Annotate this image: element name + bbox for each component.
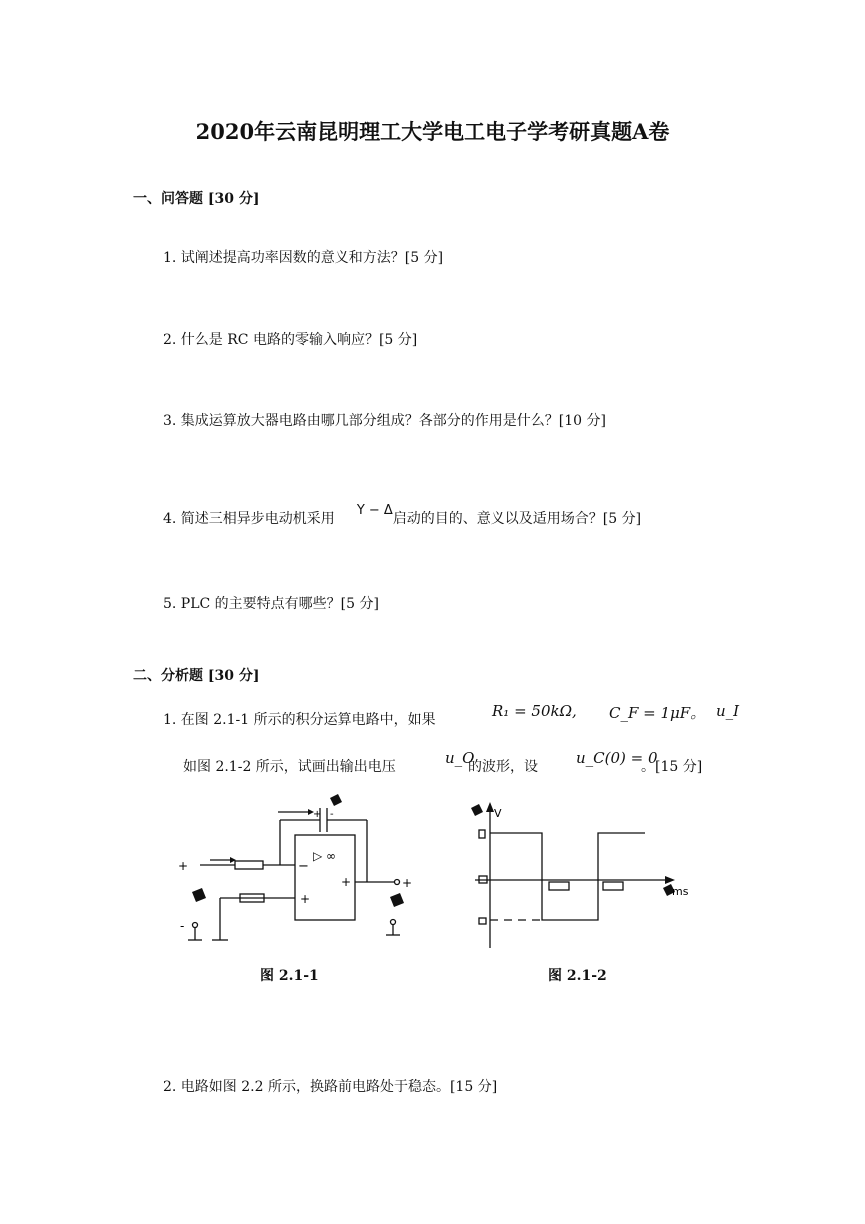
question-1-3: 3. 集成运算放大器电路由哪几部分组成？各部分的作用是什么？[10 分] (163, 413, 606, 429)
question-1-5: 5. PLC 的主要特点有哪些？[5 分] (163, 596, 379, 612)
input-minus-label: - (180, 919, 185, 933)
opamp-minus-label: − (298, 859, 309, 874)
uo-symbol: u_O (445, 749, 475, 767)
input-plus-label: + (178, 859, 189, 873)
section2-heading: 二、分析题 [30 分] (133, 668, 260, 684)
question-1-4 (163, 503, 642, 528)
figure-2-1-2-caption: 图 2.1-2 (548, 968, 607, 984)
section1-heading: 一、问答题 [30 分] (133, 191, 260, 207)
resistor-r1 (235, 861, 263, 869)
figure-2-1-1-caption: 图 2.1-1 (260, 968, 319, 984)
ui-symbol: u_I (716, 702, 740, 720)
cf-formula: C_F = 1μF。 (609, 704, 706, 722)
question-1-1: 1. 试阐述提高功率因数的意义和方法？[5 分] (163, 250, 444, 266)
ui-label-glyph (192, 888, 206, 902)
cf-label-glyph (330, 794, 342, 806)
opamp-output-label: + (341, 875, 352, 889)
question-1-4-prefix: 4. 简述三相异步电动机采用 (163, 511, 335, 527)
uc-formula: u_C(0) = 0 (576, 749, 658, 767)
question-1-4-suffix: 启动的目的、意义以及适用场合？[5 分] (392, 511, 642, 527)
square-wave (490, 833, 645, 920)
question-2-1-line2b: 的波形，设 (468, 759, 538, 775)
question-2-1-line1: 1. 在图 2.1-1 所示的积分运算电路中，如果 (163, 712, 436, 728)
r1-formula: R₁ = 50kΩ, (492, 702, 577, 720)
y-delta-symbol: Y − Δ (356, 503, 393, 518)
opamp-plus-label: + (300, 892, 311, 906)
question-2-1-line2a: 如图 2.1-2 所示，试画出输出电压 (183, 759, 396, 775)
integrator-circuit-figure (170, 790, 420, 950)
capacitor-minus-label: - (330, 809, 334, 820)
page-title: 2020年云南昆明理工大学电工电子学考研真题A卷 (195, 119, 670, 144)
uo-label-glyph (390, 893, 404, 907)
capacitor-plus-label: + (313, 809, 322, 820)
x-axis-label: ms (672, 885, 689, 898)
y-axis-label: V (494, 807, 502, 820)
question-1-2: 2. 什么是 RC 电路的零输入响应？[5 分] (163, 332, 418, 348)
question-2-2: 2. 电路如图 2.2 所示，换路前电路处于稳态。[15 分] (163, 1079, 498, 1095)
question-2-1-line2c: 。[15 分] (641, 759, 703, 775)
input-waveform-figure (465, 798, 705, 958)
opamp-symbol: ▷ ∞ (313, 849, 337, 863)
output-plus-label: + (402, 876, 413, 890)
